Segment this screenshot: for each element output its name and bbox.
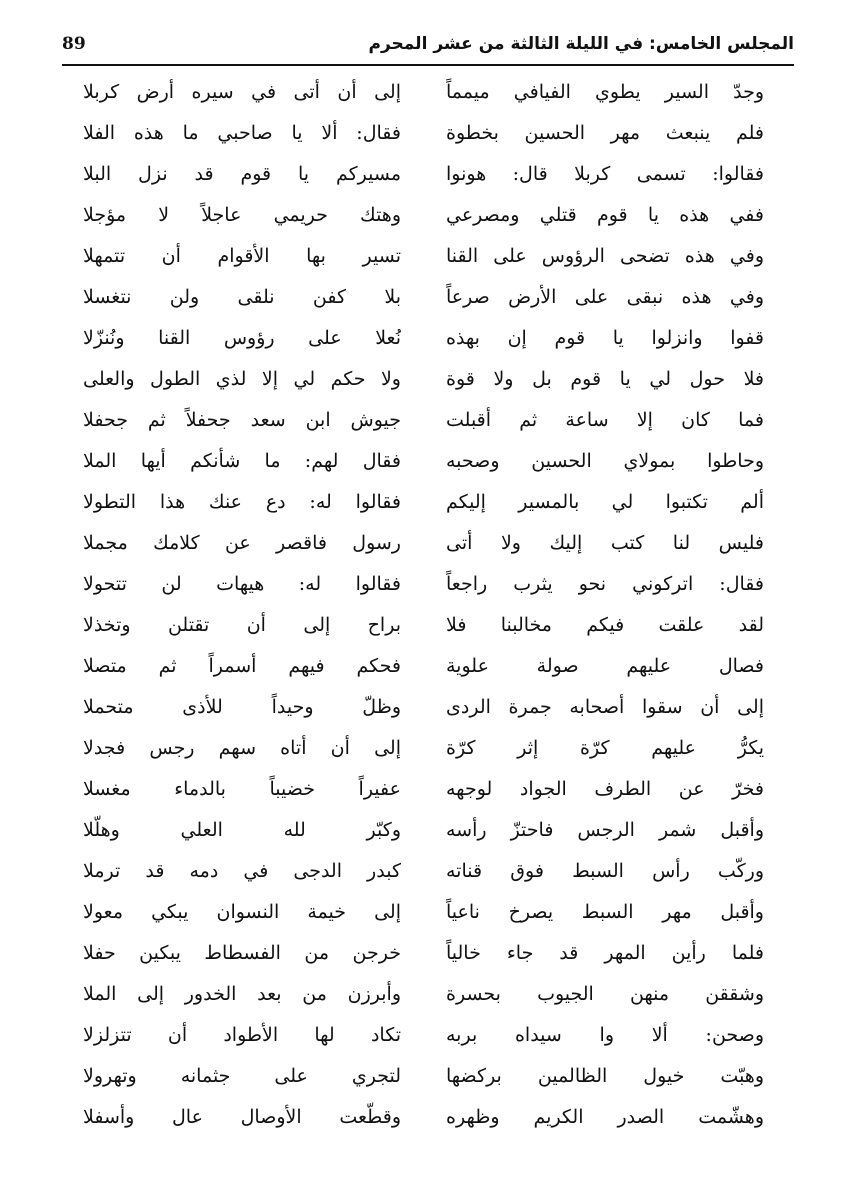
right-verse-line: ففي هذه يا قوم قتلي ومصرعي — [446, 204, 764, 226]
left-verse-column — [83, 72, 401, 1138]
right-verse-line: ألم تكتبوا لي بالمسير إليكم — [446, 491, 764, 513]
right-verse-line: يكرُّ عليهم كرّة إثر كرّة — [446, 737, 764, 759]
left-verse-line: نُعلا على رؤوس القنا ونُنزّلا — [83, 327, 401, 349]
left-verse-line: فقال: ألا يا صاحبي ما هذه الفلا — [83, 122, 401, 144]
left-verse-line: فقالوا له: هيهات لن تتحولا — [83, 573, 401, 595]
left-verse-line: فقالوا له: دع عنك هذا التطولا — [83, 491, 401, 513]
right-verse-line: فصال عليهم صولة علوية — [446, 655, 764, 677]
left-verse-line: رسول فاقصر عن كلامك مجملا — [83, 532, 401, 554]
page-number: 89 — [62, 34, 86, 54]
right-verse-line: لقد علقت فيكم مخالبنا فلا — [446, 614, 764, 636]
right-verse-line: فلم ينبعث مهر الحسين بخطوة — [446, 122, 764, 144]
right-verse-line: قفوا وانزلوا يا قوم إن بهذه — [446, 327, 764, 349]
left-verse-line: تكاد لها الأطواد أن تتزلزلا — [83, 1024, 401, 1046]
left-verse-line: مسيركم يا قوم قد نزل البلا — [83, 163, 401, 185]
right-verse-line: وركّب رأس السبط فوق قناته — [446, 860, 764, 882]
left-verse-line: إلى خيمة النسوان يبكي معولا — [83, 901, 401, 923]
left-verse-line: خرجن من الفسطاط يبكين حفلا — [83, 942, 401, 964]
left-verse-line: فقال لهم: ما شأنكم أيها الملا — [83, 450, 401, 472]
left-verse-line: براح إلى أن تقتلن وتخذلا — [83, 614, 401, 636]
right-verse-line: فليس لنا كتب إليك ولا أتى — [446, 532, 764, 554]
left-verse-line: تسير بها الأقوام أن تتمهلا — [83, 245, 401, 267]
right-verse-line: وجدّ السير يطوي الفيافي ميمماً — [446, 81, 764, 103]
left-verse-line: وظلّ وحيداً للأذى متحملا — [83, 696, 401, 718]
chapter-title: المجلس الخامس: في الليلة الثالثة من عشر المحرم — [368, 34, 794, 54]
right-verse-line: وأقبل مهر السبط يصرخ ناعياً — [446, 901, 764, 923]
left-verse-line: إلى أن أتى في سيره أرض كربلا — [83, 81, 401, 103]
right-verse-line: فلا حول لي يا قوم بل ولا قوة — [446, 368, 764, 390]
left-verse-line: ولا حكم لي إلا لذي الطول والعلى — [83, 368, 401, 390]
right-verse-line: إلى أن سقوا أصحابه جمرة الردى — [446, 696, 764, 718]
left-verse-line: عفيراً خضيباً بالدماء مغسلا — [83, 778, 401, 800]
left-verse-line: فحكم فيهم أسمراً ثم متصلا — [83, 655, 401, 677]
left-verse-line: بلا كفن نلقى ولن نتغسلا — [83, 286, 401, 308]
right-verse-line: وشققن منهن الجيوب بحسرة — [446, 983, 764, 1005]
right-verse-line: فخرّ عن الطرف الجواد لوجهه — [446, 778, 764, 800]
left-verse-line: إلى أن أتاه سهم رجس فجدلا — [83, 737, 401, 759]
right-verse-line: وهشّمت الصدر الكريم وظهره — [446, 1106, 764, 1128]
right-verse-line: وأقبل شمر الرجس فاحتزّ رأسه — [446, 819, 764, 841]
left-verse-line: وأبرزن من بعد الخدور إلى الملا — [83, 983, 401, 1005]
right-verse-line: فلما رأين المهر قد جاء خالياً — [446, 942, 764, 964]
left-verse-line: وكبّر لله العلي وهلّلا — [83, 819, 401, 841]
left-verse-line: لتجري على جثمانه وتهرولا — [83, 1065, 401, 1087]
left-verse-line: كبدر الدجى في دمه قد ترملا — [83, 860, 401, 882]
left-verse-line: وقطّعت الأوصال عال وأسفلا — [83, 1106, 401, 1128]
right-verse-line: وفي هذه تضحى الرؤوس على القنا — [446, 245, 764, 267]
right-verse-line: وصحن: ألا وا سيداه بربه — [446, 1024, 764, 1046]
right-verse-line: وفي هذه نبقى على الأرض صرعاً — [446, 286, 764, 308]
page-header — [62, 30, 794, 66]
right-verse-line: وحاطوا بمولاي الحسين وصحبه — [446, 450, 764, 472]
right-verse-line: وهبّت خيول الظالمين بركضها — [446, 1065, 764, 1087]
left-verse-line: وهتك حريمي عاجلاً لا مؤجلا — [83, 204, 401, 226]
right-verse-line: فقالوا: تسمى كربلا قال: هونوا — [446, 163, 764, 185]
right-verse-line: فقال: اتركوني نحو يثرب راجعاً — [446, 573, 764, 595]
right-verse-column — [446, 72, 764, 1138]
right-verse-line: فما كان إلا ساعة ثم أقبلت — [446, 409, 764, 431]
left-verse-line: جيوش ابن سعد جحفلاً ثم جحفلا — [83, 409, 401, 431]
